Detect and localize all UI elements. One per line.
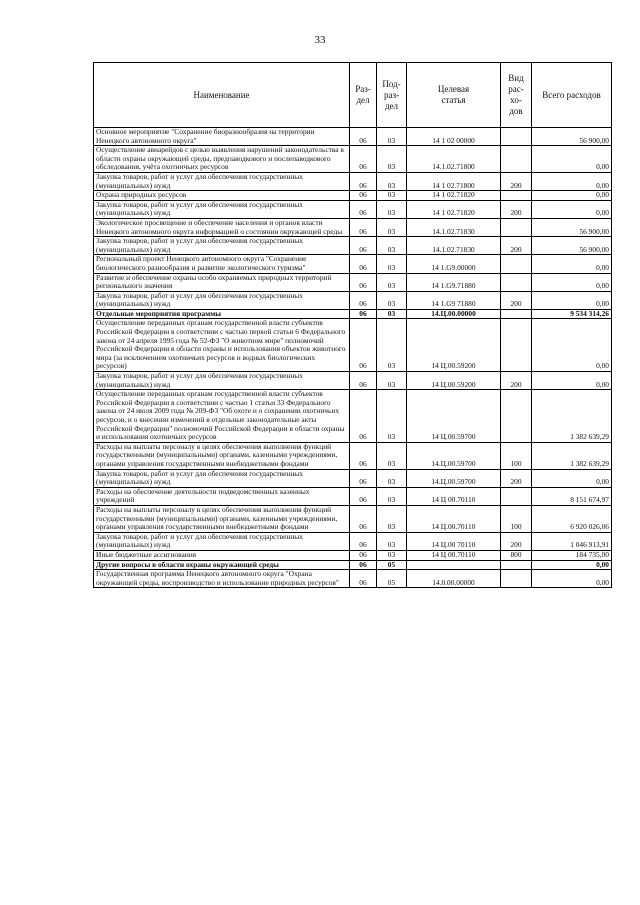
row-total: 8 151 674,97: [532, 487, 612, 505]
table-row: [94, 237, 612, 255]
row-podrazdel: 03: [377, 237, 407, 255]
row-podrazdel: 03: [377, 390, 407, 443]
row-razdel: 06: [350, 469, 377, 487]
budget-table: [93, 62, 612, 588]
row-article: 14 Ц 00.70110: [407, 550, 501, 560]
row-article: 14 Ц.00.59700: [407, 390, 501, 443]
row-razdel: 06: [350, 172, 377, 190]
row-podrazdel: 03: [377, 273, 407, 291]
row-total: 1 382 639,29: [532, 390, 612, 443]
row-vid: 100: [501, 505, 532, 532]
row-article: 14.1.02.71800: [407, 146, 501, 173]
row-name: Развитие и обеспечение охраны особо охраняемых природных территорий регионального значения: [94, 273, 350, 291]
row-podrazdel: 05: [377, 570, 407, 588]
row-name: Охрана природных ресурсов: [94, 191, 350, 201]
row-article: 14 1.G9 71880: [407, 291, 501, 309]
row-vid: [501, 570, 532, 588]
row-total: 0,00: [532, 255, 612, 273]
row-total: 56 900,00: [532, 218, 612, 236]
table-row: [94, 255, 612, 273]
row-name: Другие вопросы в области охраны окружающей среды: [94, 560, 350, 570]
row-vid: [501, 146, 532, 173]
header-podrazdel: Под- раз- дел: [377, 63, 407, 128]
row-razdel: 06: [350, 255, 377, 273]
row-name: Закупка товаров, работ и услуг для обеспечения государственных (муниципальных) нужд: [94, 291, 350, 309]
row-vid: 200: [501, 469, 532, 487]
row-name: Отдельные мероприятия программы: [94, 309, 350, 319]
row-razdel: 06: [350, 237, 377, 255]
row-article: 14.Ц.00.59700: [407, 442, 501, 469]
row-razdel: 06: [350, 319, 377, 372]
table-row: [94, 146, 612, 173]
table-row: [94, 291, 612, 309]
row-vid: [501, 560, 532, 570]
row-podrazdel: 03: [377, 319, 407, 372]
row-vid: [501, 128, 532, 146]
row-podrazdel: 03: [377, 128, 407, 146]
row-total: 1 382 639,29: [532, 442, 612, 469]
row-razdel: 06: [350, 560, 377, 570]
row-razdel: 06: [350, 570, 377, 588]
row-article: 14 Ц.00 70110: [407, 532, 501, 550]
page-number: 33: [314, 34, 326, 46]
row-vid: [501, 487, 532, 505]
row-razdel: 06: [350, 532, 377, 550]
row-total: 0,00: [532, 191, 612, 201]
table-row: [94, 487, 612, 505]
row-podrazdel: 03: [377, 309, 407, 319]
row-total: 0,00: [532, 200, 612, 218]
row-podrazdel: 05: [377, 560, 407, 570]
row-total: 1 046 913,91: [532, 532, 612, 550]
table-body: [94, 128, 612, 588]
row-podrazdel: 03: [377, 146, 407, 173]
row-total: 0,00: [532, 319, 612, 372]
row-name: Закупка товаров, работ и услуг для обеспечения государственных (муниципальных) нужд: [94, 469, 350, 487]
row-razdel: 06: [350, 191, 377, 201]
row-podrazdel: 03: [377, 505, 407, 532]
row-name: Государственная программа Ненецкого автономного округа "Охрана окружающей среды, воспроизводство и использование природных ресурсов": [94, 570, 350, 588]
row-podrazdel: 03: [377, 372, 407, 390]
row-vid: 200: [501, 372, 532, 390]
row-vid: 200: [501, 291, 532, 309]
row-razdel: 06: [350, 442, 377, 469]
row-name: Основное мероприятие "Сохранение биоразнообразия на территории Ненецкого автономного округа": [94, 128, 350, 146]
row-razdel: 06: [350, 146, 377, 173]
row-vid: 200: [501, 237, 532, 255]
row-podrazdel: 03: [377, 255, 407, 273]
row-total: 0,00: [532, 372, 612, 390]
row-name: Расходы на обеспечение деятельности подведомственных казенных учреждений: [94, 487, 350, 505]
table-row: [94, 128, 612, 146]
header-article: Целевая статья: [407, 63, 501, 128]
row-podrazdel: 03: [377, 191, 407, 201]
table-row: [94, 319, 612, 372]
header-total: Всего расходов: [532, 63, 612, 128]
row-article: 14 Ц 00.70110: [407, 487, 501, 505]
row-article: 14 Ц.00.59200: [407, 372, 501, 390]
row-article: 14 Ц.00.70110: [407, 505, 501, 532]
row-article: 14.1.02.71830: [407, 218, 501, 236]
row-podrazdel: 03: [377, 487, 407, 505]
table-row: [94, 469, 612, 487]
row-total: 56 900,00: [532, 237, 612, 255]
row-podrazdel: 03: [377, 550, 407, 560]
row-article: [407, 560, 501, 570]
row-razdel: 06: [350, 291, 377, 309]
row-article: 14.Ц.00.00000: [407, 309, 501, 319]
row-name: Региональный проект Ненецкого автономного округа "Сохранение биологического разнообразия и развитие экологического туризма": [94, 255, 350, 273]
row-total: 0,00: [532, 560, 612, 570]
table-row: [94, 200, 612, 218]
row-vid: [501, 191, 532, 201]
row-vid: [501, 319, 532, 372]
row-total: 9 534 314,26: [532, 309, 612, 319]
row-vid: [501, 273, 532, 291]
table-row: [94, 218, 612, 236]
table-row: [94, 505, 612, 532]
row-razdel: 06: [350, 309, 377, 319]
table-row: [94, 372, 612, 390]
row-name: Осуществление переданных органам государственной власти субъектов Российской Федерации в соответствии с частью первой статьи 6 Федерального закона от 24 апреля 1995 года № 52-ФЗ "О животном мире" полномочий Российской Федерации в области охраны и использования объектов животного мира (за исключением охотничьих ресурсов и водных биологических ресурсов): [94, 319, 350, 372]
row-article: 14 1 02 00000: [407, 128, 501, 146]
table-row: [94, 273, 612, 291]
row-total: 0,00: [532, 273, 612, 291]
table-header-row: [94, 63, 612, 128]
table-row: [94, 172, 612, 190]
row-razdel: 06: [350, 487, 377, 505]
row-article: 14 1.G9.71880: [407, 273, 501, 291]
table-row: [94, 532, 612, 550]
table-row: [94, 550, 612, 560]
row-vid: 100: [501, 442, 532, 469]
row-name: Закупка товаров, работ и услуг для обеспечения государственных (муниципальных) нужд: [94, 372, 350, 390]
row-podrazdel: 03: [377, 442, 407, 469]
row-razdel: 06: [350, 273, 377, 291]
row-name: Расходы на выплаты персоналу в целях обеспечения выполнения функций государственными (муниципальными) органами, казенными учреждениями, органами управления государственными внебюджетными фондами: [94, 505, 350, 532]
row-vid: 200: [501, 172, 532, 190]
row-total: 184 735,00: [532, 550, 612, 560]
row-podrazdel: 03: [377, 469, 407, 487]
row-vid: 200: [501, 200, 532, 218]
row-razdel: 06: [350, 200, 377, 218]
header-vid: Вид рас- хо- дов: [501, 63, 532, 128]
row-total: 56 900,00: [532, 128, 612, 146]
row-vid: [501, 218, 532, 236]
row-razdel: 06: [350, 128, 377, 146]
row-name: Экологическое просвещение и обеспечение населения и органов власти Ненецкого автономного округа информацией о состоянии окружающей среды: [94, 218, 350, 236]
row-name: Расходы на выплаты персоналу в целях обеспечения выполнения функций государственными (муниципальными) органами, казенными учреждениями, органами управления государственными внебюджетными фондами: [94, 442, 350, 469]
row-article: 14 1 02.71820: [407, 200, 501, 218]
table-row: [94, 442, 612, 469]
row-article: 14 1 02.71820: [407, 191, 501, 201]
row-article: 14 1.G9.00000: [407, 255, 501, 273]
header-name: Наименование: [94, 63, 350, 128]
row-name: Осуществление переданных органам государственной власти субъектов Российской Федерации в соответствии с частью 1 статьи 33 Федерального закона от 24 июля 2009 года № 209-ФЗ "Об охоте и о сохранении охотничьих ресурсов, и о внесении изменений в отдельные законодательные акты Российской Федерации" полномочий Российской Федерации в области охраны и использования охотничьих ресурсов: [94, 390, 350, 443]
row-total: 0,00: [532, 172, 612, 190]
row-razdel: 06: [350, 550, 377, 560]
row-podrazdel: 03: [377, 532, 407, 550]
row-vid: [501, 390, 532, 443]
row-podrazdel: 03: [377, 200, 407, 218]
row-name: Иные бюджетные ассигнования: [94, 550, 350, 560]
row-name: Закупка товаров, работ и услуг для обеспечения государственных (муниципальных) нужд: [94, 237, 350, 255]
row-article: 14.0.00.00000: [407, 570, 501, 588]
row-article: 14 Ц.00.59200: [407, 319, 501, 372]
row-total: 0,00: [532, 570, 612, 588]
row-vid: [501, 255, 532, 273]
row-name: Осуществление авиарейдов с целью выявления нарушений законодательства в области охраны окружающей среды, предпаводкового и послепаводкового обследования, учёта охотничьих ресурсов: [94, 146, 350, 173]
row-vid: [501, 309, 532, 319]
row-vid: 800: [501, 550, 532, 560]
table-row: [94, 191, 612, 201]
row-name: Закупка товаров, работ и услуг для обеспечения государственных (муниципальных) нужд: [94, 200, 350, 218]
row-total: 0,00: [532, 469, 612, 487]
row-total: 6 920 026,06: [532, 505, 612, 532]
row-razdel: 06: [350, 390, 377, 443]
row-article: 14 1 02.71800: [407, 172, 501, 190]
row-total: 0,00: [532, 291, 612, 309]
row-razdel: 06: [350, 372, 377, 390]
row-razdel: 06: [350, 505, 377, 532]
row-article: 14.Ц.00.59700: [407, 469, 501, 487]
table-row: [94, 570, 612, 588]
row-total: 0,00: [532, 146, 612, 173]
row-podrazdel: 03: [377, 291, 407, 309]
row-article: 14.1.02.71830: [407, 237, 501, 255]
table-row: [94, 390, 612, 443]
row-name: Закупка товаров, работ и услуг для обеспечения государственных (муниципальных) нужд: [94, 172, 350, 190]
row-vid: 200: [501, 532, 532, 550]
row-podrazdel: 03: [377, 218, 407, 236]
row-podrazdel: 03: [377, 172, 407, 190]
row-name: Закупка товаров, работ и услуг для обеспечения государственных (муниципальных) нужд: [94, 532, 350, 550]
header-razdel: Раз- дел: [350, 63, 377, 128]
row-razdel: 06: [350, 218, 377, 236]
